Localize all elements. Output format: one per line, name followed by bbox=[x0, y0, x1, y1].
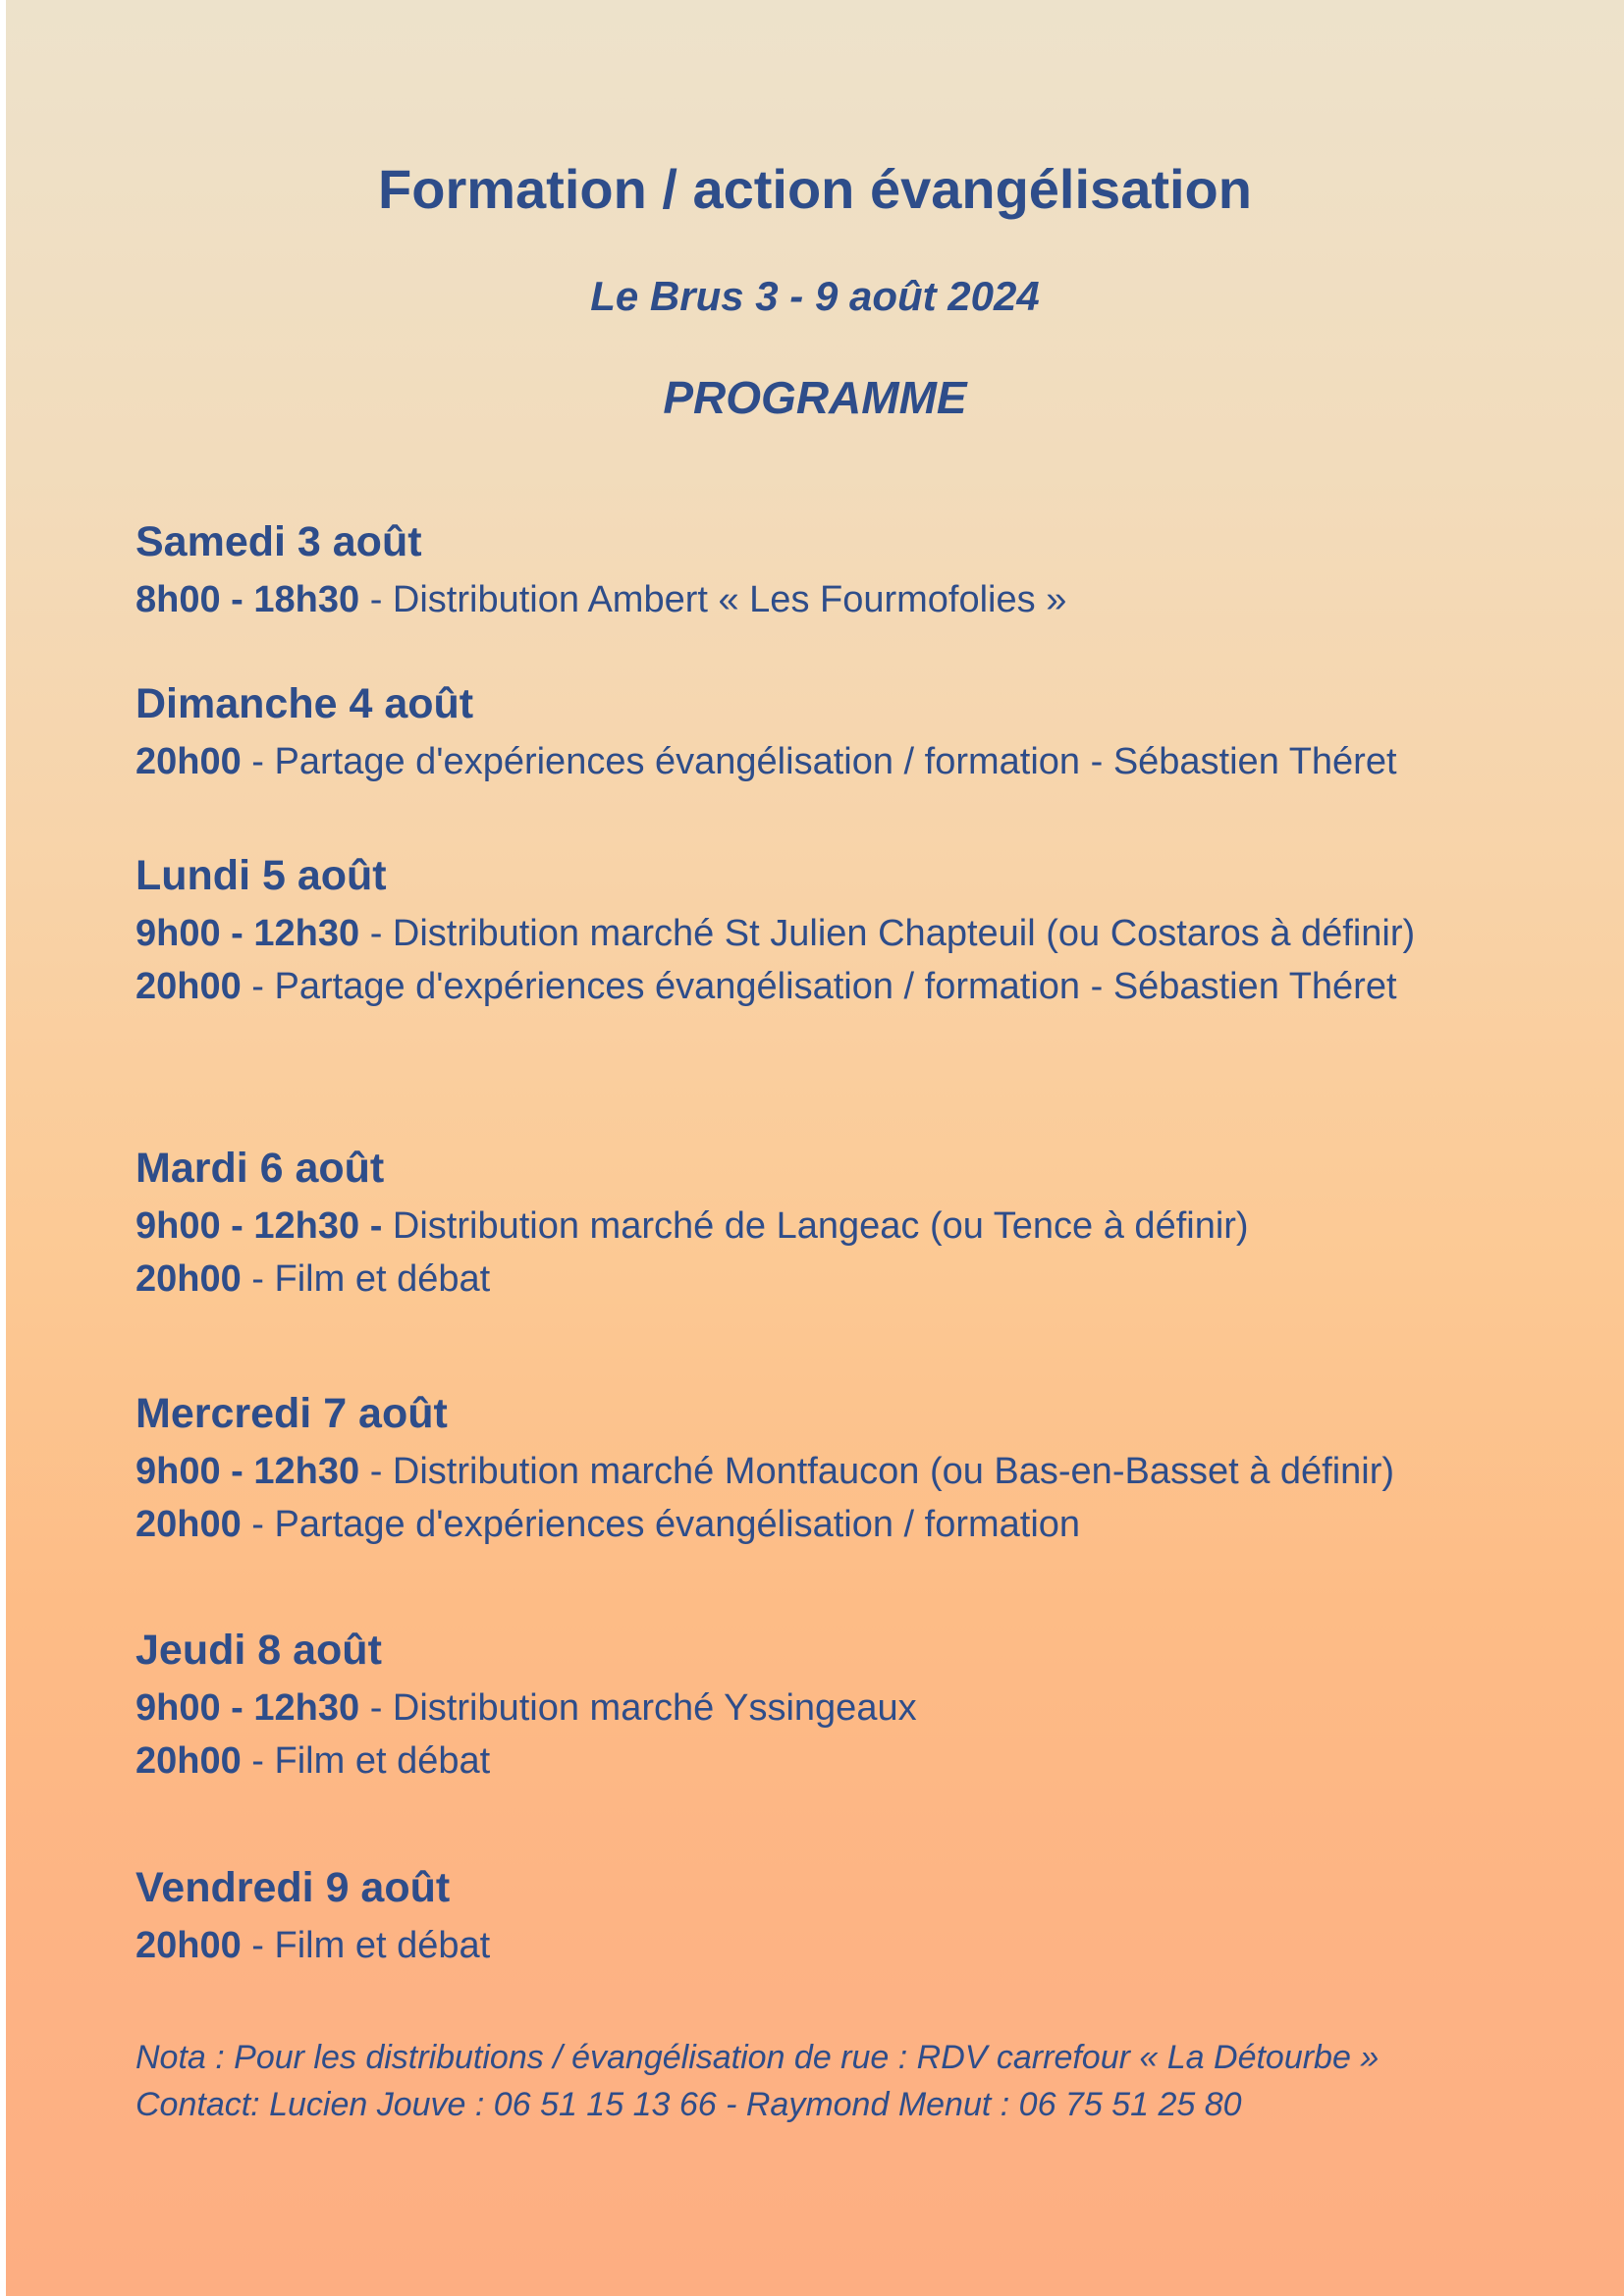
schedule-time: 20h00 bbox=[135, 1740, 242, 1782]
schedule-text: - Distribution marché St Julien Chapteuil (ou Costaros à définir) bbox=[359, 913, 1416, 954]
schedule-text: - Distribution marché Montfaucon (ou Bas-en-Basset à définir) bbox=[359, 1451, 1395, 1492]
document-page bbox=[6, 0, 1624, 2296]
day-section-jeudi bbox=[135, 1625, 1549, 1788]
day-title: Vendredi 9 août bbox=[135, 1864, 451, 1911]
contact-line: Contact: Lucien Jouve : 06 51 15 13 66 - Raymond Menut : 06 75 51 25 80 bbox=[135, 2086, 1242, 2123]
schedule-text: Distribution marché de Langeac (ou Tence à définir) bbox=[382, 1205, 1249, 1247]
schedule-text: - Film et débat bbox=[241, 1258, 491, 1300]
day-section-dimanche bbox=[135, 678, 1549, 788]
footer-note bbox=[135, 2034, 1549, 2128]
schedule-text: - Film et débat bbox=[241, 1740, 491, 1782]
schedule-time: 8h00 - 18h30 bbox=[135, 579, 360, 620]
schedule-item bbox=[135, 1498, 1549, 1551]
schedule-time: 9h00 - 12h30 bbox=[135, 1451, 360, 1492]
schedule-item bbox=[135, 1253, 1549, 1306]
schedule-item bbox=[135, 1735, 1549, 1788]
day-title: Jeudi 8 août bbox=[135, 1627, 382, 1674]
day-title: Mardi 6 août bbox=[135, 1145, 385, 1192]
schedule-time: 20h00 bbox=[135, 966, 242, 1007]
schedule-time: 20h00 bbox=[135, 1925, 242, 1966]
page-title: Formation / action évangélisation bbox=[378, 158, 1252, 220]
schedule-item bbox=[135, 573, 1549, 626]
day-section-mercredi bbox=[135, 1388, 1549, 1551]
schedule-time: 20h00 bbox=[135, 741, 242, 782]
schedule-time: 9h00 - 12h30 - bbox=[135, 1205, 383, 1247]
programme-heading: PROGRAMME bbox=[663, 372, 967, 423]
schedule-item bbox=[135, 1200, 1549, 1253]
schedule-text: - Distribution Ambert « Les Fourmofolies » bbox=[359, 579, 1067, 620]
schedule-item bbox=[135, 735, 1549, 788]
schedule-text: - Partage d'expériences évangélisation / formation - Sébastien Théret bbox=[241, 741, 1397, 782]
page-subtitle: Le Brus 3 - 9 août 2024 bbox=[590, 273, 1040, 319]
day-title: Dimanche 4 août bbox=[135, 680, 474, 727]
day-title: Mercredi 7 août bbox=[135, 1390, 448, 1437]
day-section-vendredi bbox=[135, 1862, 1549, 1972]
day-section-lundi bbox=[135, 850, 1549, 1013]
schedule-time: 20h00 bbox=[135, 1504, 242, 1545]
schedule-item bbox=[135, 1919, 1549, 1972]
schedule-time: 9h00 - 12h30 bbox=[135, 913, 360, 954]
schedule-text: - Partage d'expériences évangélisation / formation bbox=[241, 1504, 1081, 1545]
schedule-text: - Distribution marché Yssingeaux bbox=[359, 1687, 917, 1729]
schedule-item bbox=[135, 907, 1549, 960]
schedule-item bbox=[135, 960, 1549, 1013]
nota-line: Nota : Pour les distributions / évangélisation de rue : RDV carrefour « La Détourbe » bbox=[135, 2039, 1380, 2076]
day-title: Samedi 3 août bbox=[135, 518, 422, 565]
schedule-item bbox=[135, 1682, 1549, 1735]
day-section-samedi bbox=[135, 516, 1549, 626]
schedule-text: - Partage d'expériences évangélisation / formation - Sébastien Théret bbox=[241, 966, 1397, 1007]
schedule-time: 20h00 bbox=[135, 1258, 242, 1300]
schedule-text: - Film et débat bbox=[241, 1925, 491, 1966]
schedule-item bbox=[135, 1445, 1549, 1498]
day-section-mardi bbox=[135, 1143, 1549, 1306]
schedule-time: 9h00 - 12h30 bbox=[135, 1687, 360, 1729]
day-title: Lundi 5 août bbox=[135, 852, 387, 899]
